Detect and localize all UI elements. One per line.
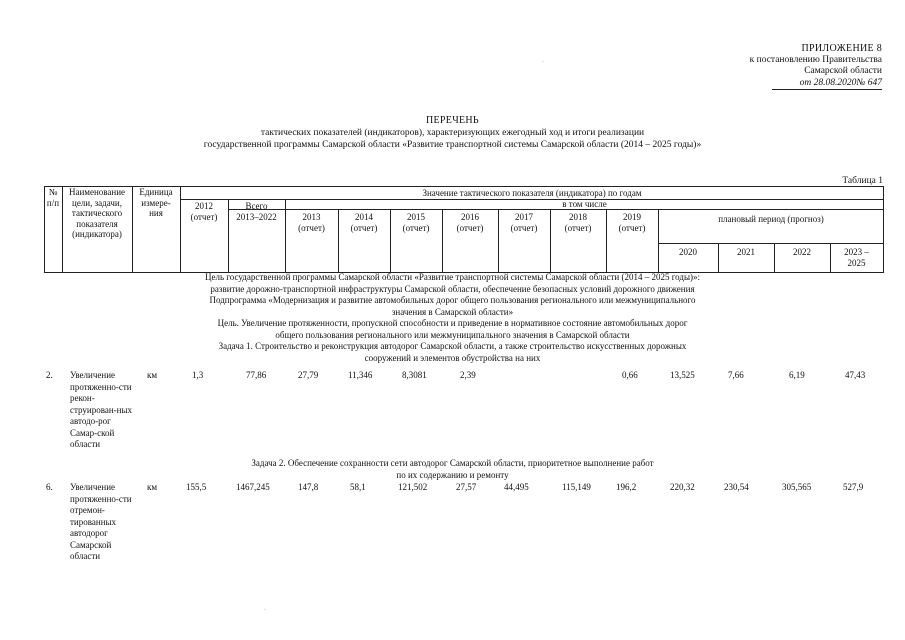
section-line: Цель государственной программы Самарской области «Развитие транспортной системы Самарской области (2014 – 2025 годы)»: bbox=[204, 272, 701, 282]
col-2014-header: 2014 (отчет) bbox=[350, 212, 378, 233]
section-line: Подпрограмма «Модернизация и развитие автомобильных дорог общего пользования регионального или межмуниципального bbox=[209, 295, 696, 305]
row-unit: км bbox=[147, 370, 158, 380]
cell-2012: 1,3 bbox=[192, 370, 204, 380]
cell-2015: 8,3081 bbox=[402, 370, 427, 380]
section-line: Цель. Увеличение протяженности, пропускной способности и приведение в нормативное состояние автомобильных дорог bbox=[217, 318, 688, 328]
col-2015-header: 2015 (отчет) bbox=[402, 212, 430, 233]
values-by-year-header: Значение тактического показателя (индикатора) по годам bbox=[422, 188, 642, 198]
col-2019-header: 2019 (отчет) bbox=[618, 212, 646, 233]
row-indicator-name: Увеличение протяженно-сти отремон-тированных автодорог Самарской области bbox=[70, 482, 132, 561]
table-label: Таблица 1 bbox=[842, 176, 883, 186]
col-2013-header: 2013 (отчет) bbox=[298, 212, 325, 233]
cell-2022: 305,565 bbox=[782, 482, 812, 492]
cell-total: 77,86 bbox=[246, 370, 267, 380]
appendix-line: Самарской области bbox=[804, 66, 882, 76]
col-2017-header: 2017 (отчет) bbox=[510, 212, 538, 233]
appendix-line: к постановлению Правительства bbox=[749, 54, 882, 65]
row-indicator-name: Увеличение протяженно-сти рекон-струирован-ных автодо-рог Самар-ской области bbox=[70, 370, 133, 449]
document-title bbox=[0, 115, 905, 151]
cell-2021: 230,54 bbox=[724, 482, 749, 492]
cell-2023-2025: 527,9 bbox=[843, 482, 864, 492]
planned-period-header: плановый период (прогноз) bbox=[718, 214, 824, 224]
section-line: Задача 1. Строительство и реконструкция автодорог Самарской области, а также строительство искусственных дорожных bbox=[218, 341, 687, 351]
section-line: Задача 2. Обеспечение сохранности сети автодорог Самарской области, приоритетное выполнение работ bbox=[251, 458, 654, 468]
cell-2015: 121,502 bbox=[398, 482, 428, 492]
row-number: 2. bbox=[46, 370, 53, 380]
section-line: развитие дорожно-транспортной инфраструктуры Самарской области, обеспечение безопасных условий дорожного движения bbox=[210, 283, 695, 294]
appendix-title: ПРИЛОЖЕНИЕ 8 bbox=[801, 43, 882, 54]
appendix-date: от 28.08.2020№ 647 bbox=[772, 78, 882, 91]
section-line: по их содержанию и ремонту bbox=[396, 469, 509, 480]
cell-2014: 58,1 bbox=[350, 482, 366, 492]
cell-2019: 0,66 bbox=[622, 370, 638, 380]
row-number: 6. bbox=[46, 482, 53, 492]
col-2020-header: 2020 bbox=[679, 247, 697, 257]
col-2022-header: 2022 bbox=[793, 247, 811, 257]
appendix-block bbox=[750, 43, 882, 90]
col-2012-header: 2012 (отчет) bbox=[190, 201, 218, 222]
col-2021-header: 2021 bbox=[737, 247, 755, 257]
cell-2021: 7,66 bbox=[728, 370, 744, 380]
section-goal-block bbox=[0, 272, 905, 364]
title-heading: ПЕРЕЧЕНЬ bbox=[426, 115, 479, 126]
section-task2-block bbox=[0, 458, 905, 481]
section-line: сооружений и элементов обустройства на них bbox=[364, 352, 541, 363]
row-unit: км bbox=[147, 482, 158, 492]
cell-2020: 220,32 bbox=[670, 482, 695, 492]
cell-2022: 6,19 bbox=[789, 370, 805, 380]
cell-2012: 155,5 bbox=[186, 482, 207, 492]
scan-speck: · bbox=[542, 59, 544, 65]
title-line: государственной программы Самарской области «Развитие транспортной системы Самарской области (2014 – 2025 годы)» bbox=[203, 140, 702, 150]
col-total-header: Всего 2013–2022 bbox=[236, 201, 277, 222]
title-line: тактических показателей (индикаторов), характеризующих ежегодный ход и итоги реализации bbox=[260, 128, 645, 138]
col-2018-header: 2018 (отчет) bbox=[564, 212, 592, 233]
cell-2019: 196,2 bbox=[616, 482, 637, 492]
scan-speck: · bbox=[264, 607, 266, 613]
cell-total: 1467,245 bbox=[236, 482, 270, 492]
cell-2023-2025: 47,43 bbox=[845, 370, 866, 380]
cell-2017: 44,495 bbox=[504, 482, 529, 492]
col-2016-header: 2016 (отчет) bbox=[456, 212, 484, 233]
col-name-header: Наименование цели, задачи, тактического показателя (индикатора) bbox=[68, 187, 126, 239]
cell-2016: 27,57 bbox=[456, 482, 477, 492]
cell-2018: 115,149 bbox=[562, 482, 591, 492]
cell-2013: 27,79 bbox=[298, 370, 319, 380]
section-line: общего пользования регионального или межмуниципального значения в Самарской области bbox=[275, 329, 630, 340]
cell-2020: 13,525 bbox=[670, 370, 695, 380]
cell-2013: 147,8 bbox=[298, 482, 319, 492]
section-line: значения в Самарской области» bbox=[391, 306, 514, 317]
col-2023-2025-header: 2023 – 2025 bbox=[844, 247, 869, 268]
table-header bbox=[44, 186, 884, 272]
including-header: в том числе bbox=[562, 199, 607, 209]
cell-2014: 11,346 bbox=[348, 370, 373, 380]
col-num-header: № п/п bbox=[46, 187, 60, 208]
col-unit-header: Единица измере- ния bbox=[139, 187, 173, 218]
cell-2016: 2,39 bbox=[460, 370, 476, 380]
